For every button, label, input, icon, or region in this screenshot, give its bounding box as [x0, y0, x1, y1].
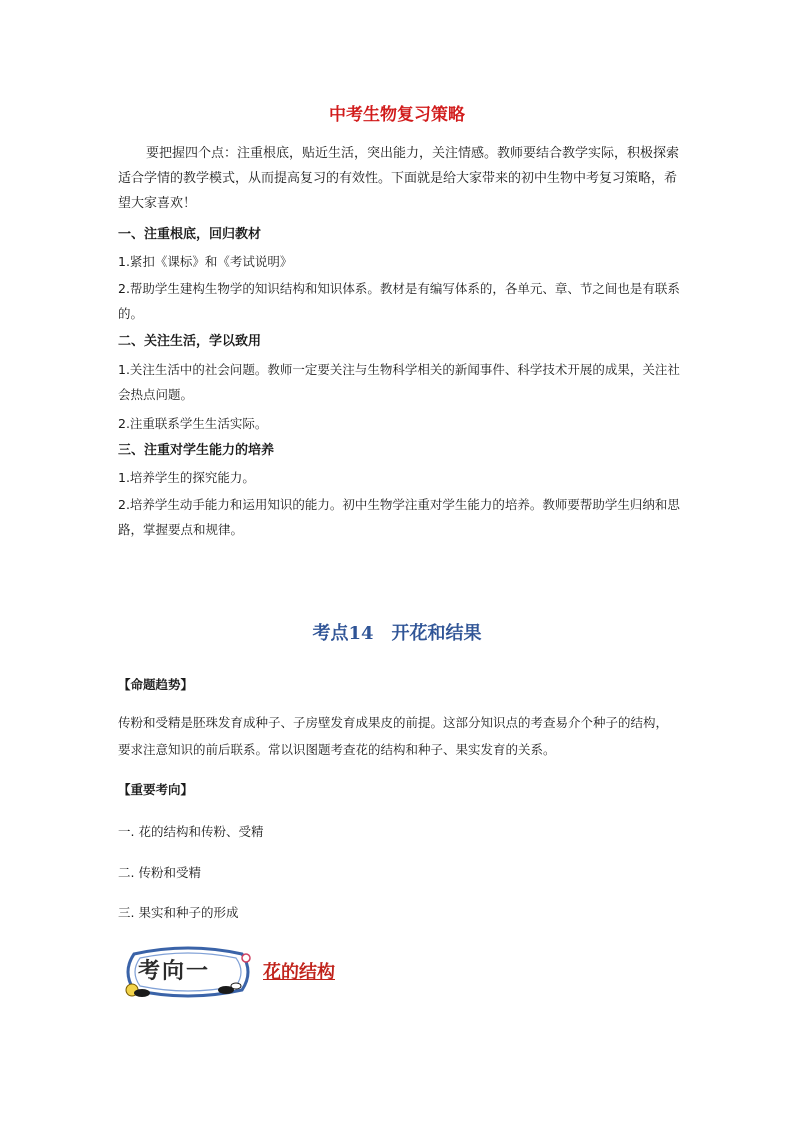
directions-label: 【重要考向】	[118, 782, 194, 797]
section-3-item-2: 2.培养学生动手能力和运用知识的能力。初中生物学注重对学生能力的培养。教师要帮助学生归纳和思路，掌握要点和规律。	[118, 497, 680, 537]
direction-item-1: 一. 花的结构和传粉、受精	[118, 824, 264, 839]
section-title: 花的结构	[263, 962, 335, 983]
section-3-item-1: 1.培养学生的探究能力。	[118, 470, 255, 485]
trend-label: 【命题趋势】	[118, 677, 194, 692]
section-heading-3: 三、注重对学生能力的培养	[118, 443, 275, 458]
topic-title: 考点14 开花和结果	[312, 623, 482, 644]
badge-text: 考向一	[138, 958, 211, 984]
section-2-item-2: 2.注重联系学生生活实际。	[118, 416, 268, 431]
section-heading-1: 一、注重根底，回归教材	[118, 227, 262, 242]
intro-paragraph: 要把握四个点：注重根底，贴近生活，突出能力，关注情感。教师要结合教学实际，积极探索适合学情的教学模式，从而提高复习的有效性。下面就是给大家带来的初中生物中考复习策略，希望大家喜欢！	[118, 146, 680, 211]
section-heading-2: 二、关注生活，学以致用	[118, 334, 262, 349]
section-1-item-1: 1.紧扣《课标》和《考试说明》	[118, 254, 293, 269]
trend-text: 传粉和受精是胚珠发育成种子、子房壁发育成果皮的前提。这部分知识点的考查易介个种子的结构，要求注意知识的前后联系。常以识图题考查花的结构和种子、果实发育的关系。	[118, 715, 669, 757]
page-title: 中考生物复习策略	[329, 105, 465, 125]
section-1-item-2: 2.帮助学生建构生物学的知识结构和知识体系。教材是有编写体系的，各单元、章、节之间也是有联系的。	[118, 281, 680, 321]
direction-item-2: 二. 传粉和受精	[118, 865, 201, 880]
section-2-item-1: 1.关注生活中的社会问题。教师一定要关注与生物科学相关的新闻事件、科学技术开展的成果，关注社会热点问题。	[118, 362, 680, 402]
direction-item-3: 三. 果实和种子的形成	[118, 905, 239, 920]
